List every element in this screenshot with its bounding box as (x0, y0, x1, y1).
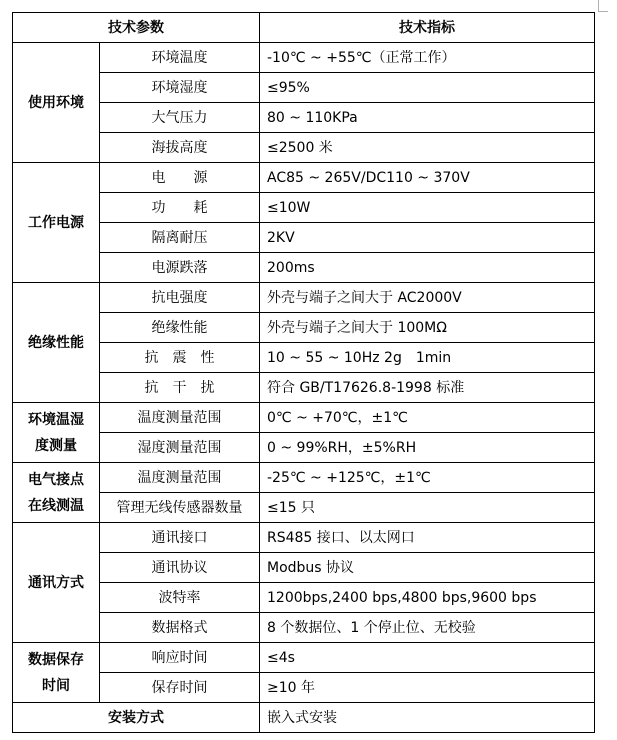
table-row (13, 403, 595, 433)
install-value: 嵌入式安装 (260, 703, 595, 733)
param-cell: 湿度测量范围 (100, 433, 260, 463)
group-label-line: 在线测温 (28, 497, 84, 514)
table-row (13, 283, 595, 313)
table-row (13, 373, 595, 403)
value-cell: 0 ~ 99%RH，±5%RH (260, 433, 595, 463)
param-cell: 电 源 (100, 163, 260, 193)
param-cell: 数据格式 (100, 613, 260, 643)
value-cell: Modbus 协议 (260, 553, 595, 583)
header-row (13, 13, 595, 43)
group-label-line: 工作电源 (28, 214, 84, 231)
group-label-line: 度测量 (35, 437, 77, 454)
group-label (13, 403, 100, 463)
param-cell: 抗 震 性 (100, 343, 260, 373)
value-cell: ≤95% (260, 73, 595, 103)
table-row (13, 493, 595, 523)
install-row (13, 703, 595, 733)
group-label-line: 绝缘性能 (28, 334, 84, 351)
param-cell: 温度测量范围 (100, 463, 260, 493)
group-label-line: 环境温湿 (28, 411, 84, 428)
param-cell: 通讯接口 (100, 523, 260, 553)
table-row (13, 463, 595, 493)
param-cell: 大气压力 (100, 103, 260, 133)
group-label-line: 通讯方式 (28, 574, 84, 591)
value-cell: -25℃ ~ +125℃，±1℃ (260, 463, 595, 493)
param-cell: 管理无线传感器数量 (100, 493, 260, 523)
table-row (13, 223, 595, 253)
table-row (13, 253, 595, 283)
table-row (13, 163, 595, 193)
param-cell: 通讯协议 (100, 553, 260, 583)
value-cell: RS485 接口、以太网口 (260, 523, 595, 553)
param-cell: 波特率 (100, 583, 260, 613)
value-cell: 外壳与端子之间大于 100MΩ (260, 313, 595, 343)
group-label-line: 电气接点 (28, 471, 84, 488)
value-cell: ≤10W (260, 193, 595, 223)
param-cell: 温度测量范围 (100, 403, 260, 433)
param-cell: 响应时间 (100, 643, 260, 673)
table-row (13, 583, 595, 613)
param-cell: 功 耗 (100, 193, 260, 223)
group-label-line: 时间 (42, 677, 70, 694)
table-row (13, 673, 595, 703)
param-cell: 抗 干 扰 (100, 373, 260, 403)
value-cell: AC85 ~ 265V/DC110 ~ 370V (260, 163, 595, 193)
table-row (13, 643, 595, 673)
table-row (13, 193, 595, 223)
value-cell: 8 个数据位、1 个停止位、无校验 (260, 613, 595, 643)
table-row (13, 313, 595, 343)
install-label: 安装方式 (13, 703, 260, 733)
group-label-line: 数据保存 (28, 651, 84, 668)
header-param: 技术参数 (13, 13, 260, 43)
param-cell: 环境温度 (100, 43, 260, 73)
param-cell: 保存时间 (100, 673, 260, 703)
table-row (13, 343, 595, 373)
value-cell: ≤4s (260, 643, 595, 673)
value-cell: 80 ~ 110KPa (260, 103, 595, 133)
table-row (13, 613, 595, 643)
value-cell: 200ms (260, 253, 595, 283)
table-row (13, 73, 595, 103)
param-cell: 隔离耐压 (100, 223, 260, 253)
corner-mark (598, 11, 608, 12)
value-cell: 1200bps,2400 bps,4800 bps,9600 bps (260, 583, 595, 613)
group-label-line: 使用环境 (28, 94, 84, 111)
group-label (13, 283, 100, 403)
table-row (13, 103, 595, 133)
param-cell: 环境湿度 (100, 73, 260, 103)
value-cell: 符合 GB/T17626.8-1998 标准 (260, 373, 595, 403)
value-cell: ≤15 只 (260, 493, 595, 523)
group-label (13, 643, 100, 703)
value-cell: 2KV (260, 223, 595, 253)
table-row (13, 523, 595, 553)
param-cell: 海拔高度 (100, 133, 260, 163)
group-label (13, 43, 100, 163)
value-cell: ≥10 年 (260, 673, 595, 703)
table-row (13, 553, 595, 583)
table-row (13, 133, 595, 163)
group-label (13, 163, 100, 283)
table-row (13, 43, 595, 73)
param-cell: 抗电强度 (100, 283, 260, 313)
value-cell: 0℃ ~ +70℃，±1℃ (260, 403, 595, 433)
value-cell: 外壳与端子之间大于 AC2000V (260, 283, 595, 313)
group-label (13, 523, 100, 643)
value-cell: ≤2500 米 (260, 133, 595, 163)
value-cell: -10℃ ~ +55℃（正常工作） (260, 43, 595, 73)
param-cell: 电源跌落 (100, 253, 260, 283)
spec-table (12, 12, 595, 733)
param-cell: 绝缘性能 (100, 313, 260, 343)
table-row (13, 433, 595, 463)
header-spec: 技术指标 (260, 13, 595, 43)
value-cell: 10 ~ 55 ~ 10Hz 2g 1min (260, 343, 595, 373)
group-label (13, 463, 100, 523)
